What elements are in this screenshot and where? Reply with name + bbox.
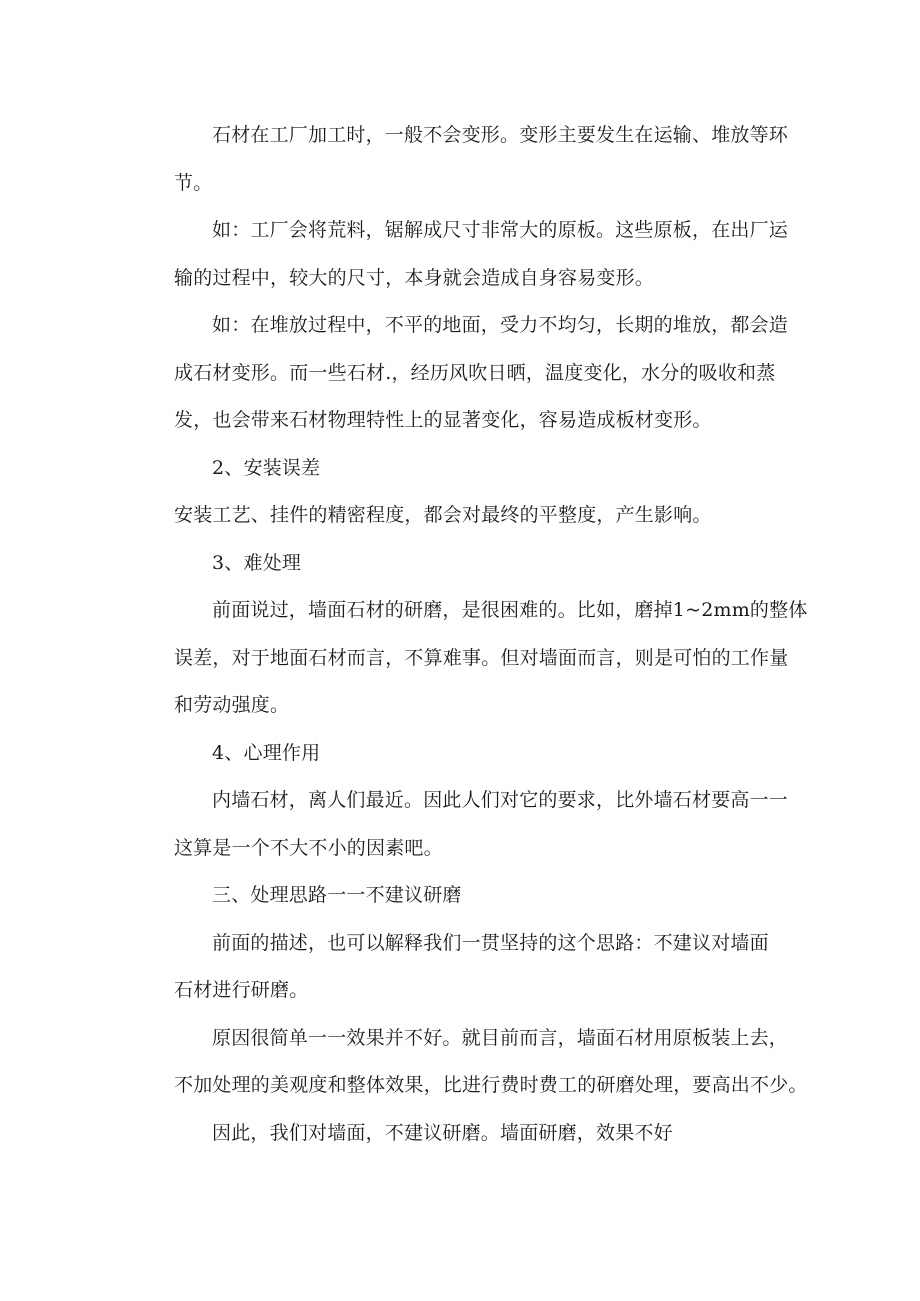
text-line: 不加处理的美观度和整体效果，比进行费时费工的研磨处理，要高出不少。	[174, 1074, 808, 1096]
paragraph-1	[136, 112, 796, 207]
text-line: 原因很简单一一效果并不好。就目前而言，墙面石材用原板装上去，	[212, 1026, 789, 1049]
paragraph-7	[136, 920, 796, 1015]
text-line: 石材进行研磨。	[174, 979, 309, 1001]
section-heading-psychological	[136, 730, 796, 778]
paragraph-9	[136, 1110, 796, 1158]
paragraph-5	[136, 587, 808, 730]
section-heading-hard-to-process	[136, 540, 796, 588]
text-line: 石材在工厂加工时，一般不会变形。变形主要发生在运输、堆放等环	[212, 124, 789, 146]
text-line: 安装工艺、挂件的精密程度，都会对最终的平整度，产生影响。	[174, 504, 712, 526]
heading-text: 4、心理作用	[212, 741, 321, 764]
paragraph-3	[136, 302, 796, 445]
heading-text: 2、安装误差	[212, 456, 321, 479]
section-heading-install-error	[136, 445, 796, 493]
document-body	[136, 112, 808, 1157]
text-line: 误差，对于地面石材而言，不算难事。但对墙面而言，则是可怕的工作量	[174, 646, 789, 669]
text-line: 如：工厂会将荒料，锯解成尺寸非常大的原板。这些原板，在出厂运	[212, 219, 789, 241]
paragraph-6	[136, 777, 796, 872]
section-heading-approach	[136, 872, 796, 920]
text-line: 内墙石材，离人们最近。因此人们对它的要求，比外墙石材要高一一	[212, 789, 789, 811]
text-line: 和劳动强度。	[174, 694, 290, 716]
text-line: 因此，我们对墙面，不建议研磨。墙面研磨，效果不好	[212, 1121, 673, 1144]
text-line: 节。	[174, 171, 213, 194]
heading-text: 三、处理思路一一不建议研磨	[212, 884, 462, 906]
heading-text: 3、难处理	[212, 551, 302, 574]
paragraph-8	[136, 1015, 808, 1110]
paragraph-4	[136, 492, 796, 540]
text-line: 发，也会带来石材物理特性上的显著变化，容易造成板材变形。	[174, 409, 712, 431]
text-line: 如：在堆放过程中，不平的地面，受力不均匀，长期的堆放，都会造	[212, 314, 789, 336]
text-line: 这算是一个不大不小的因素吧。	[174, 836, 443, 859]
text-line: 前面的描述，也可以解释我们一贯坚持的这个思路：不建议对墙面	[212, 931, 769, 954]
text-line: 前面说过，墙面石材的研磨，是很困难的。比如，磨掉1~2mm的整体	[212, 599, 808, 621]
text-line: 成石材变形。而一些石材.，经历风吹日晒，温度变化，水分的吸收和蒸	[174, 361, 776, 384]
text-line: 输的过程中，较大的尺寸，本身就会造成自身容易变形。	[174, 266, 655, 289]
paragraph-2	[136, 207, 796, 302]
